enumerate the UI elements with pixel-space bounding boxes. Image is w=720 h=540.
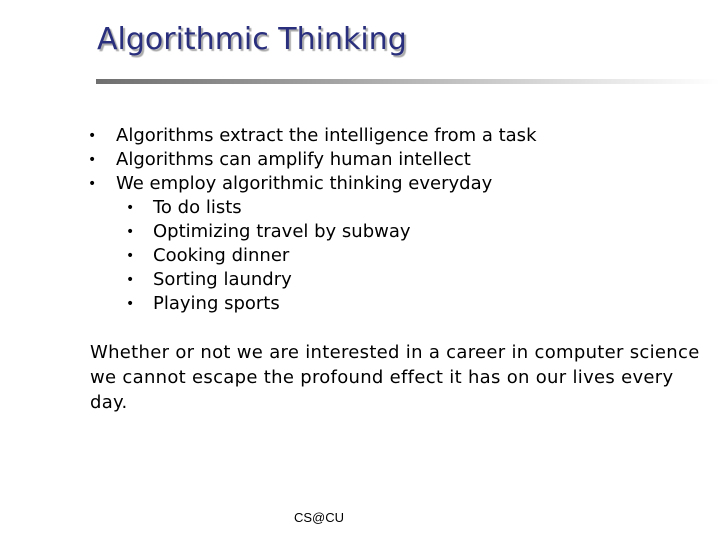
sub-bullet-text: Sorting laundry [153,269,292,290]
bullet-text: Algorithms extract the intelligence from a task [116,125,537,146]
title-underline [96,79,720,84]
bullet-dot-icon: • [126,200,135,216]
bullet-text: We employ algorithmic thinking everyday [116,173,493,194]
slide-title: Algorithmic Thinking [97,22,407,57]
slide-footer: CS@CU [294,510,345,525]
bullet-dot-icon: • [126,224,135,240]
bullet-dot-icon: • [88,128,97,144]
sub-bullet-text: To do lists [153,197,242,218]
bullet-dot-icon: • [126,272,135,288]
bullet-dot-icon: • [88,176,97,192]
bullet-dot-icon: • [126,248,135,264]
sub-bullet-text: Playing sports [153,293,280,314]
sub-bullet-text: Cooking dinner [153,245,290,266]
bullet-dot-icon: • [88,152,97,168]
bullet-text: Algorithms can amplify human intellect [116,149,471,170]
sub-bullet-text: Optimizing travel by subway [153,221,411,242]
bullet-dot-icon: • [126,296,135,312]
body-paragraph: Whether or not we are interested in a career in computer science we cannot escape the profound effect it has on our lives every day. [90,342,700,413]
